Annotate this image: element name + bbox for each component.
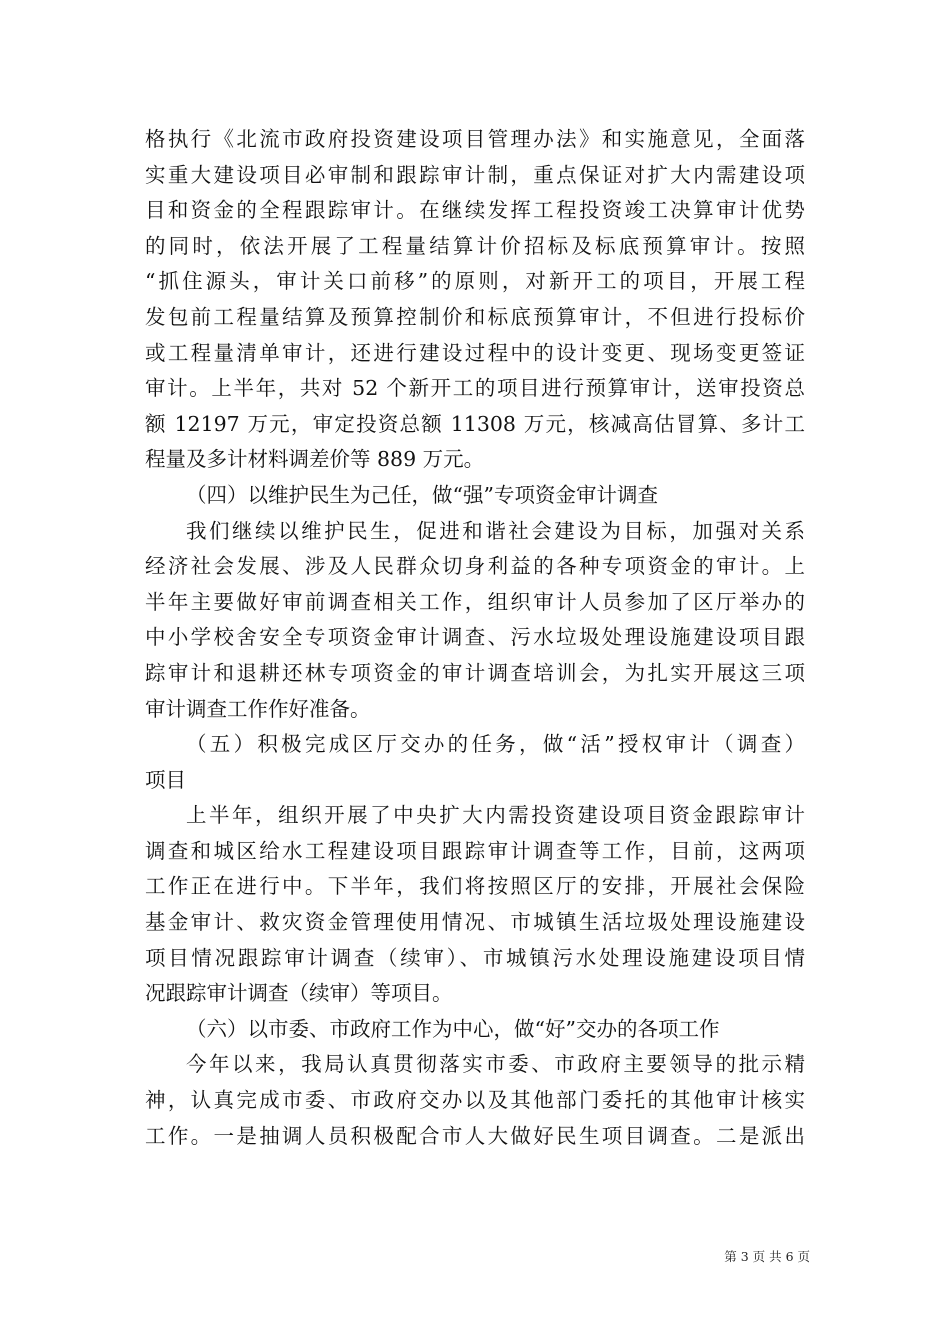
text-line: 我们继续以维护民生，促进和谐社会建设为目标，加强对关系 (186, 518, 805, 543)
document-body (145, 122, 805, 1154)
text-line: 格执行《北流市政府投资建设项目管理办法》和实施意见，全面落 (145, 127, 805, 151)
paragraph-section-5 (145, 798, 805, 1012)
text-line: 项目情况跟踪审计调查（续审）、市城镇污水处理设施建设项目情 (145, 945, 805, 970)
text-line: 基金审计、救灾资金管理使用情况、市城镇生活垃圾处理设施建设 (145, 910, 805, 935)
text-line: 程量及多计材料调差价等 889 万元。 (145, 447, 485, 472)
text-line: 中小学校舍安全专项资金审计调查、污水垃圾处理设施建设项目跟 (145, 625, 805, 650)
text-line: 或工程量清单审计，还进行建设过程中的设计变更、现场变更签证 (145, 340, 805, 365)
paragraph-continuation (145, 122, 805, 478)
heading-line: （六）以市委、市政府工作为中心，做“好”交办的各项工作 (186, 1016, 720, 1041)
heading-line: （五）积极完成区厅交办的任务，做“活”授权审计（调查） (186, 732, 805, 757)
text-line: 工作。一是抽调人员积极配合市人大做好民生项目调查。二是派出 (145, 1123, 805, 1148)
text-line: 上半年，组织开展了中央扩大内需投资建设项目资金跟踪审计 (186, 803, 805, 828)
paragraph-section-4 (145, 514, 805, 728)
text-line: 工作正在进行中。下半年，我们将按照区厅的安排，开展社会保险 (145, 874, 805, 899)
section-heading-5 (145, 727, 805, 798)
section-heading-4 (145, 478, 805, 514)
text-line: 审计。上半年，共对 52 个新开工的项目进行预算审计，送审投资总 (145, 376, 805, 401)
heading-line: 项目 (145, 767, 186, 792)
text-line: 今年以来，我局认真贯彻落实市委、市政府主要领导的批示精 (186, 1052, 805, 1077)
text-line: 审计调查工作作好准备。 (145, 696, 371, 721)
text-line: 况跟踪审计调查（续审）等项目。 (145, 981, 453, 1006)
text-line: 调查和城区给水工程建设项目跟踪审计调查等工作，目前，这两项 (145, 838, 805, 863)
section-heading-6 (145, 1012, 805, 1048)
text-line: 踪审计和退耕还林专项资金的审计调查培训会，为扎实开展这三项 (145, 660, 805, 685)
text-line: 经济社会发展、涉及人民群众切身利益的各种专项资金的审计。上 (145, 554, 805, 579)
text-line: 半年主要做好审前调查相关工作，组织审计人员参加了区厅举办的 (145, 589, 805, 614)
text-line: “抓住源头，审计关口前移”的原则，对新开工的项目，开展工程 (145, 269, 805, 294)
paragraph-section-6 (145, 1047, 805, 1154)
text-line: 神，认真完成市委、市政府交办以及其他部门委托的其他审计核实 (145, 1088, 805, 1113)
text-line: 实重大建设项目必审制和跟踪审计制，重点保证对扩大内需建设项 (145, 162, 805, 187)
heading-line: （四）以维护民生为己任，做“强”专项资金审计调查 (186, 482, 658, 507)
text-line: 发包前工程量结算及预算控制价和标底预算审计，不但进行投标价 (145, 304, 805, 329)
text-line: 目和资金的全程跟踪审计。在继续发挥工程投资竣工决算审计优势 (145, 198, 805, 223)
text-line: 额 12197 万元，审定投资总额 11308 万元，核减高估冒算、多计工 (145, 411, 805, 436)
page-number-footer: 第 3 页 共 6 页 (724, 1249, 810, 1264)
text-line: 的同时，依法开展了工程量结算计价招标及标底预算审计。按照 (145, 233, 805, 258)
